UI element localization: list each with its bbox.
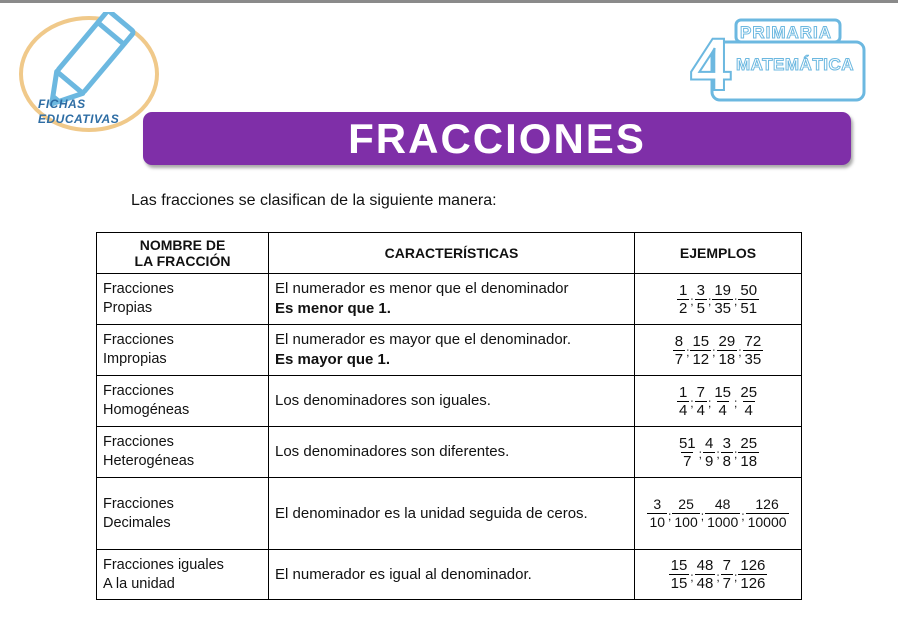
numerator: 1 [678,281,688,299]
denominator: 100 [674,514,698,530]
fraction-separator: ; [698,447,702,461]
denominator: 10000 [747,514,787,530]
fraction-separator: ; [686,345,690,359]
fraction-example [705,496,740,531]
page-title: FRACCIONES [348,114,646,162]
fraction-example [746,496,789,531]
denominator: 18 [740,452,758,470]
fraction-example [721,435,733,470]
fraction-separator: ; [712,345,716,359]
fraction-example [721,557,733,592]
numerator: 7 [696,383,705,401]
numerator: 126 [755,496,779,512]
fraction-type-cell [97,550,269,600]
numerator: 29 [718,332,736,350]
fraction-example [738,282,759,317]
characteristic-cell [269,274,635,325]
fraction-separator: ; [734,569,738,584]
numerator: 15 [714,383,732,401]
characteristic-cell [269,550,635,600]
fraction-separator: ; [690,569,694,584]
numerator: 3 [722,434,732,452]
characteristic-text: El denominador es la unidad seguida de ceros. [275,504,588,522]
fraction-example [695,282,707,317]
fraction-type-name-line2: A la unidad [103,575,175,592]
fraction-type-name-line2: Homogéneas [103,402,190,418]
fraction-example [669,557,690,592]
numerator: 25 [740,434,758,452]
characteristic-text: El numerador es menor que el denominador [275,280,569,297]
denominator: 5 [696,299,705,317]
fraction-separator: ; [716,569,720,584]
fraction-type-cell [97,478,269,550]
examples-list [676,282,760,317]
fraction-example [703,435,715,470]
characteristic-bold-text: Es mayor que 1. [275,351,391,368]
numerator: 48 [714,496,731,512]
denominator: 126 [740,575,766,592]
fraction-separator: ; [741,508,745,523]
examples-cell [635,478,802,550]
numerator: 72 [744,332,762,350]
logo-text-line1: FICHAS [38,97,86,111]
fraction-separator: ; [707,294,712,308]
fraction-example [672,496,699,531]
fraction-example [695,384,707,419]
denominator: 7 [722,575,732,592]
characteristic-text: Los denominadores son iguales. [275,392,491,409]
characteristic-bold-text: Es menor que 1. [275,300,391,317]
grade-number: 4 [690,23,732,106]
numerator: 25 [678,496,694,512]
fraction-type-cell [97,325,269,376]
denominator: 7 [674,350,684,368]
numerator: 48 [696,557,714,574]
denominator: 35 [714,299,732,317]
numerator: 7 [722,557,732,574]
fraction-type-name-line2: Impropias [103,351,167,367]
fraction-example [677,282,689,317]
numerator: 15 [670,557,688,574]
table-header-row [97,233,802,274]
characteristic-cell [269,325,635,376]
fraction-type-name-line1: Fracciones [103,434,174,450]
fraction-separator: ; [734,447,738,461]
fraction-example [738,557,767,592]
table-row [97,325,802,376]
characteristic-cell [269,376,635,427]
numerator: 15 [692,332,710,350]
numerator: 25 [740,383,758,401]
numerator: 1 [678,383,688,401]
matematica-label: MATEMÁTICA [736,55,854,74]
numerator: 3 [653,496,662,512]
fraction-type-name-line1: Fracciones [103,383,174,399]
examples-list [668,557,769,592]
table-row [97,478,802,550]
denominator: 8 [722,452,732,470]
fraction-example [695,557,716,592]
fraction-example [712,282,733,317]
page-top-border [0,0,898,3]
numerator: 50 [740,281,758,299]
fraction-separator: ; [716,447,720,461]
denominator: 10 [649,514,666,530]
examples-cell [635,550,802,600]
fraction-example [743,333,764,368]
table-row [97,274,802,325]
table-row [97,376,802,427]
numerator: 8 [674,332,684,350]
characteristic-text: Los denominadores son diferentes. [275,443,510,460]
denominator: 12 [692,350,710,368]
fraction-example [690,333,711,368]
fraction-separator: ; [707,396,712,410]
numerator: 19 [714,281,732,299]
numerator: 126 [740,557,766,574]
title-banner [143,112,851,165]
characteristic-text: El numerador es igual al denominador. [275,565,532,583]
characteristic-text: El numerador es mayor que el denominador. [275,331,572,348]
fraction-type-name-line2: Decimales [103,514,171,531]
intro-text: Las fracciones se clasifican de la siguiente manera: [131,192,497,209]
denominator: 51 [740,299,758,317]
fraction-example [677,435,698,470]
fraction-example [673,333,685,368]
logo-text-line2: EDUCATIVAS [38,112,120,126]
header-name-line2: LA FRACCIÓN [134,253,231,269]
fraction-separator: ; [734,294,738,308]
fraction-type-cell [97,274,269,325]
denominator: 4 [744,401,753,419]
fraction-type-cell [97,376,269,427]
header-name-line1: NOMBRE DE [139,237,226,253]
fraction-separator: ; [690,396,694,410]
denominator: 4 [696,401,705,419]
denominator: 2 [678,299,688,317]
denominator: 9 [704,452,714,470]
primaria-label: PRIMARIA [740,23,833,42]
characteristic-cell [269,427,635,478]
examples-list [646,496,789,531]
fraction-type-name-line2: Propias [103,300,153,316]
denominator: 35 [744,350,762,368]
denominator: 4 [678,401,688,419]
fraction-separator: ; [738,345,742,359]
fraction-separator: ; [734,396,738,410]
fraction-example [677,384,689,419]
fraction-example [717,333,738,368]
fraction-type-cell [97,427,269,478]
fraction-separator: ; [668,508,672,523]
denominator: 48 [696,575,714,592]
examples-cell [635,427,802,478]
denominator: 4 [718,401,727,419]
examples-cell [635,274,802,325]
table-row [97,550,802,600]
fraction-type-name-line1: Fracciones [103,281,174,297]
header-characteristics: CARACTERÍSTICAS [269,233,635,274]
examples-list [672,333,764,368]
fraction-type-name-line1: Fracciones [103,332,174,348]
table-row [97,427,802,478]
examples-list [676,384,760,419]
examples-cell [635,325,802,376]
examples-cell [635,376,802,427]
fractions-table [96,232,802,600]
denominator: 1000 [707,514,739,530]
fraction-example [712,384,733,419]
fraction-separator: ; [700,508,705,523]
denominator: 15 [670,575,688,592]
fraction-type-name-line1: Fracciones iguales [103,556,224,573]
fraction-type-name-line2: Heterogéneas [103,453,195,469]
examples-list [676,435,760,470]
characteristic-cell [269,478,635,550]
numerator: 3 [696,281,705,299]
denominator: 7 [683,452,692,470]
fraction-example [738,384,759,419]
numerator: 51 [678,434,696,452]
fraction-example [647,496,667,531]
denominator: 18 [718,350,736,368]
numerator: 4 [704,434,714,452]
fraction-separator: ; [690,294,694,308]
fraction-example [738,435,759,470]
header-examples: EJEMPLOS [635,233,802,274]
fraction-type-name-line1: Fracciones [103,495,174,512]
header-name [97,233,269,274]
